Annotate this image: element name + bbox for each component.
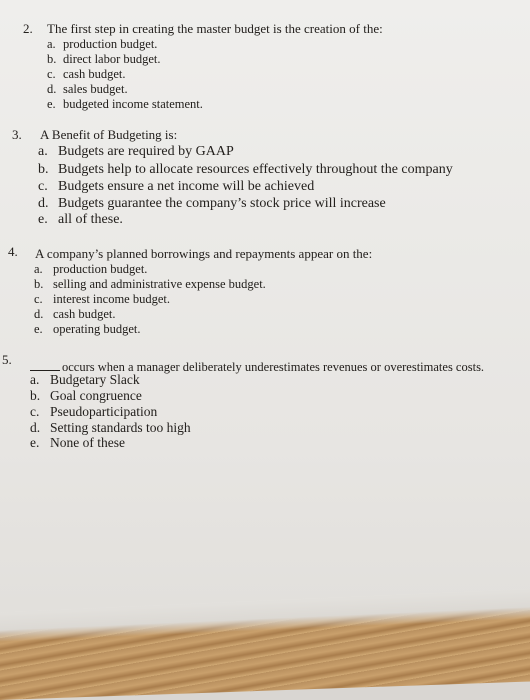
option-d[interactable]: d. sales budget. (47, 82, 128, 96)
question-number: 5. (2, 352, 12, 367)
option-b[interactable]: b. Goal congruence (30, 388, 142, 403)
option-e[interactable]: e. all of these. (38, 212, 123, 227)
answer-blank[interactable] (30, 360, 60, 371)
option-a[interactable]: a. production budget. (47, 37, 158, 51)
question-text: A Benefit of Budgeting is: (40, 127, 178, 142)
question-text: occurs when a manager deliberately underestimates revenues or overestimates costs. (30, 360, 484, 375)
option-b[interactable]: b. selling and administrative expense budget. (34, 277, 266, 291)
option-d[interactable]: d. cash budget. (34, 307, 116, 321)
option-e[interactable]: e. budgeted income statement. (47, 97, 203, 111)
option-c[interactable]: c. Pseudoparticipation (30, 404, 158, 419)
option-c[interactable]: c. cash budget. (47, 67, 126, 81)
option-d[interactable]: d. Setting standards too high (30, 420, 191, 435)
option-c[interactable]: c. interest income budget. (34, 292, 170, 306)
option-b[interactable]: b. Budgets help to allocate resources effectively throughout the company (38, 162, 453, 177)
option-d[interactable]: d. Budgets guarantee the company’s stock price will increase (38, 196, 386, 211)
question-number: 4. (8, 244, 18, 259)
question-number: 3. (12, 127, 22, 142)
option-a[interactable]: a. production budget. (34, 262, 148, 276)
option-c[interactable]: c. Budgets ensure a net income will be achieved (38, 179, 315, 194)
question-text: The first step in creating the master budget is the creation of the: (47, 21, 383, 36)
option-e[interactable]: e. operating budget. (34, 322, 141, 336)
option-a[interactable]: a. Budgets are required by GAAP (38, 144, 234, 159)
option-a[interactable]: a. Budgetary Slack (30, 372, 140, 387)
question-number: 2. (23, 21, 33, 36)
question-text: A company’s planned borrowings and repayments appear on the: (35, 246, 373, 261)
option-b[interactable]: b. direct labor budget. (47, 52, 161, 66)
option-e[interactable]: e. None of these (30, 435, 125, 450)
